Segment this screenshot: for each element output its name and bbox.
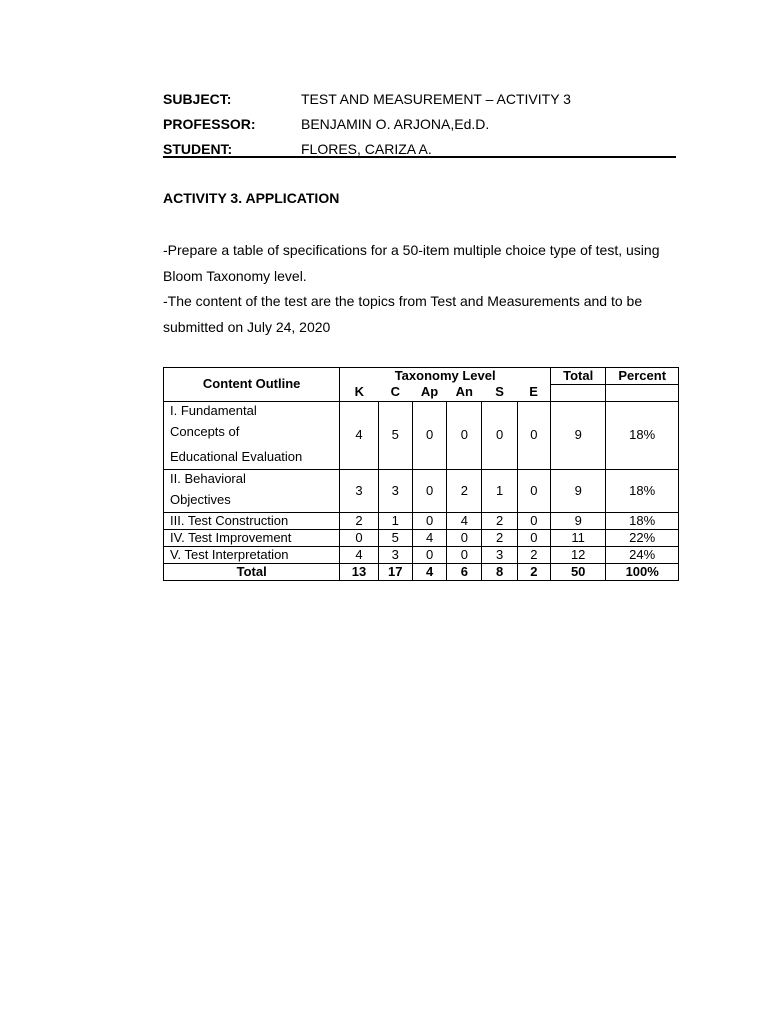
activity-heading: ACTIVITY 3. APPLICATION (163, 190, 340, 206)
percent-header-blank (606, 385, 679, 402)
row-content-outline: III. Test Construction (164, 513, 340, 530)
cell-percent: 18% (606, 470, 679, 513)
cell-c: 5 (378, 402, 412, 470)
professor-label: PROFESSOR: (163, 115, 256, 132)
cell-k: 0 (340, 530, 378, 547)
professor-value: BENJAMIN O. ARJONA,Ed.D. (301, 115, 490, 132)
cell-an: 0 (447, 547, 482, 564)
cell-total: 9 (550, 513, 605, 530)
subject-value: TEST AND MEASUREMENT – ACTIVITY 3 (301, 90, 571, 107)
level-header-ap: Ap (412, 385, 446, 402)
instruction-paragraph: -Prepare a table of specifications for a 50-item multiple choice type of test, using Bloom Taxonomy level. (163, 242, 660, 284)
cell-k: 4 (340, 547, 378, 564)
cell-c: 3 (378, 547, 412, 564)
column-header-total: Total (550, 368, 605, 385)
column-header-percent: Percent (606, 368, 679, 385)
cell-percent: 24% (606, 547, 679, 564)
cell-an: 2 (447, 470, 482, 513)
row-content-outline: V. Test Interpretation (164, 547, 340, 564)
cell-c: 1 (378, 513, 412, 530)
student-value: FLORES, CARIZA A. (301, 140, 432, 157)
cell-e: 0 (517, 402, 550, 470)
cell-s: 2 (482, 513, 517, 530)
cell-e: 0 (517, 530, 550, 547)
cell-s: 2 (482, 530, 517, 547)
grand-percent: 100% (606, 564, 679, 581)
column-header-content-outline: Content Outline (164, 368, 340, 402)
level-header-c: C (378, 385, 412, 402)
cell-an: 0 (447, 402, 482, 470)
cell-c: 5 (378, 530, 412, 547)
instruction-paragraph: -The content of the test are the topics from Test and Measurements and to be submitted on July 24, 2020 (163, 293, 643, 335)
table-row (164, 402, 679, 470)
cell-ap: 0 (412, 402, 446, 470)
total-ap: 4 (412, 564, 446, 581)
table-row (164, 547, 679, 564)
subject-row (163, 86, 676, 111)
student-label: STUDENT: (163, 140, 233, 157)
cell-total: 11 (550, 530, 605, 547)
cell-k: 3 (340, 470, 378, 513)
cell-c: 3 (378, 470, 412, 513)
cell-total: 9 (550, 402, 605, 470)
cell-an: 4 (447, 513, 482, 530)
table-row (164, 530, 679, 547)
total-k: 13 (340, 564, 378, 581)
cell-s: 0 (482, 402, 517, 470)
level-header-e: E (517, 385, 550, 402)
total-e: 2 (517, 564, 550, 581)
table-of-specifications (163, 367, 679, 581)
cell-k: 4 (340, 402, 378, 470)
professor-row (163, 111, 676, 136)
table-header-row (164, 368, 679, 385)
instructions (163, 238, 676, 340)
cell-e: 2 (517, 547, 550, 564)
cell-an: 0 (447, 530, 482, 547)
cell-total: 9 (550, 470, 605, 513)
header-divider (163, 156, 676, 158)
total-an: 6 (447, 564, 482, 581)
cell-ap: 0 (412, 547, 446, 564)
total-header-blank (550, 385, 605, 402)
total-c: 17 (378, 564, 412, 581)
row-content-outline: IV. Test Improvement (164, 530, 340, 547)
cell-ap: 0 (412, 513, 446, 530)
row-content-outline: II. Behavioral Objectives (164, 470, 340, 513)
table-row (164, 470, 679, 513)
level-header-an: An (447, 385, 482, 402)
column-header-taxonomy-level: Taxonomy Level (340, 368, 551, 385)
cell-k: 2 (340, 513, 378, 530)
cell-e: 0 (517, 470, 550, 513)
cell-percent: 18% (606, 402, 679, 470)
cell-ap: 0 (412, 470, 446, 513)
cell-total: 12 (550, 547, 605, 564)
total-row-label: Total (164, 564, 340, 581)
level-header-s: S (482, 385, 517, 402)
row-content-outline: I. Fundamental Concepts of Educational Evaluation (164, 402, 340, 470)
cell-e: 0 (517, 513, 550, 530)
cell-s: 1 (482, 470, 517, 513)
cell-s: 3 (482, 547, 517, 564)
table-row (164, 513, 679, 530)
grand-total: 50 (550, 564, 605, 581)
total-s: 8 (482, 564, 517, 581)
level-header-k: K (340, 385, 378, 402)
table-total-row (164, 564, 679, 581)
header-info (163, 86, 676, 161)
cell-percent: 18% (606, 513, 679, 530)
cell-ap: 4 (412, 530, 446, 547)
cell-percent: 22% (606, 530, 679, 547)
subject-label: SUBJECT: (163, 90, 232, 107)
